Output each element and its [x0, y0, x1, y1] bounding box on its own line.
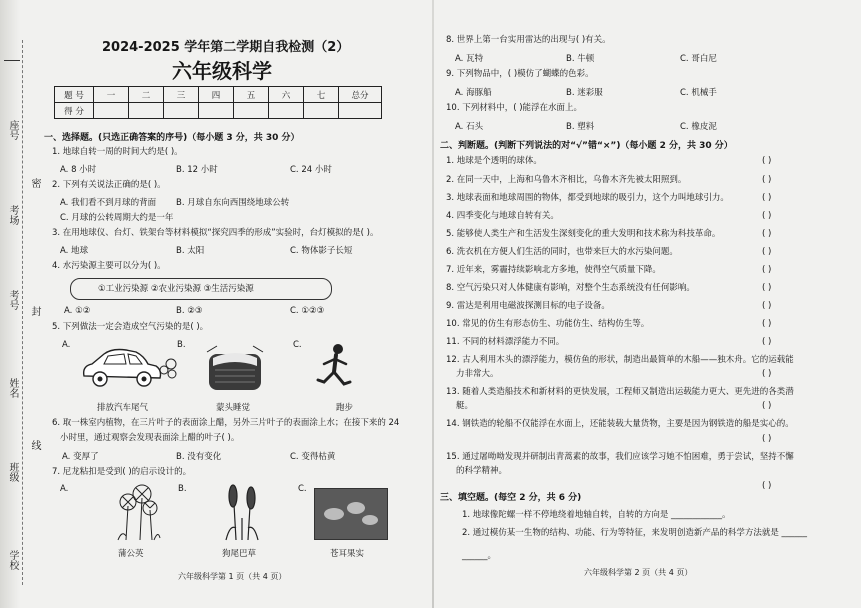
q9-option-a: A. 海豚船 — [455, 88, 492, 98]
class-label: 班级 — [7, 462, 18, 482]
answer-paren[interactable]: ( ) — [762, 337, 772, 347]
answer-paren[interactable]: ( ) — [762, 193, 772, 203]
judge-item: 1. 地球是个透明的球体。 — [446, 156, 542, 166]
question-2: 2. 下列有关说法正确的是( )。 — [52, 180, 166, 190]
fill-item-1: 1. 地球像陀螺一样不停地绕着地轴自转，自转的方向是 ____________。 — [462, 510, 731, 520]
q2-option-a: A. 我们看不到月球的背面 — [60, 198, 157, 208]
question-8: 8. 世界上第一台实用雷达的出现与( )有关。 — [446, 35, 611, 45]
q9-option-b: B. 迷彩服 — [566, 88, 603, 98]
judge-item-15-line2: 的科学精神。 — [456, 466, 508, 476]
q10-option-c: C. 橡皮泥 — [680, 122, 717, 132]
exam-title: 2024-2025 学年第二学期自我检测（2） — [102, 40, 350, 55]
score-table-score-row — [55, 103, 382, 119]
answer-paren[interactable]: ( ) — [762, 265, 772, 275]
answer-paren[interactable]: ( ) — [762, 211, 772, 221]
foxtail-grass-illustration — [216, 484, 268, 542]
score-header-cell: 题 号 — [55, 87, 94, 103]
question-4: 4. 水污染源主要可以分为( )。 — [52, 261, 166, 271]
score-cell[interactable] — [129, 103, 164, 119]
q3-option-c: C. 物体影子长短 — [290, 246, 353, 256]
judge-item-13-line1: 13. 随着人类造船技术和新材料的更快发展，工程师又制造出运载能力更大、更先进的各类潜 — [446, 387, 794, 397]
judge-item: 6. 洗衣机在方便人们生活的同时，也带来巨大的水污染问题。 — [446, 247, 678, 257]
q3-option-b: B. 太阳 — [176, 246, 205, 256]
page1-footer: 六年级科学第 1 页（共 4 页） — [178, 572, 287, 581]
pollution-sources-text: ①工业污染源 ②农业污染源 ③生活污染源 — [98, 284, 254, 294]
score-header-cell: 五 — [234, 87, 269, 103]
q8-option-b: B. 牛顿 — [566, 54, 595, 64]
q1-option-c: C. 24 小时 — [290, 165, 332, 175]
exam-room-label: 考场 — [7, 205, 18, 225]
sleeping-covered-head-illustration — [203, 344, 267, 396]
question-7: 7. 尼龙粘扣是受到( )的启示设计的。 — [52, 467, 192, 477]
q5-caption-b: 蒙头睡觉 — [216, 403, 251, 413]
q1-option-b: B. 12 小时 — [176, 165, 218, 175]
seat-label: 座号 — [7, 120, 18, 140]
judge-item: 10. 常见的仿生有形态仿生、功能仿生、结构仿生等。 — [446, 319, 650, 329]
answer-paren[interactable]: ( ) — [762, 319, 772, 329]
binding-blank — [4, 60, 20, 61]
section2-title: 二、判断题。(判断下列说法的对“√”错“×”)（每小题 2 分，共 30 分） — [440, 141, 733, 151]
score-header-cell: 一 — [94, 87, 129, 103]
q7-caption-a: 蒲公英 — [118, 549, 144, 559]
q8-option-a: A. 瓦特 — [455, 54, 484, 64]
q5-caption-c: 跑步 — [336, 403, 354, 413]
seal-char-mi: 密 — [29, 178, 40, 188]
judge-item-12-line1: 12. 古人利用木头的漂浮能力，模仿鱼的形状，制造出最简单的木船——独木舟。它的运载能 — [446, 355, 794, 365]
answer-paren[interactable]: ( ) — [762, 247, 772, 257]
car-exhaust-illustration — [78, 346, 178, 392]
q7-label-c: C. — [298, 484, 307, 494]
q5-label-b: B. — [177, 340, 186, 350]
section1-title: 一、选择题。(只选正确答案的序号)（每小题 3 分，共 30 分） — [44, 133, 300, 143]
score-table-header-row — [55, 87, 382, 103]
q6-option-b: B. 没有变化 — [176, 452, 222, 462]
question-3: 3. 在用地球仪、台灯、铁架台等材料模拟“探究四季的形成”实验时，台灯模拟的是( )。 — [52, 228, 379, 238]
q4-option-a: A. ①② — [64, 306, 91, 316]
score-header-cell: 七 — [304, 87, 339, 103]
judge-item: 9. 雷达是利用电磁波探测目标的电子设备。 — [446, 301, 610, 311]
q4-option-b: B. ②③ — [176, 306, 203, 316]
question-10: 10. 下列材料中，( )能浮在水面上。 — [446, 103, 583, 113]
score-cell[interactable] — [234, 103, 269, 119]
q5-caption-a: 排放汽车尾气 — [97, 403, 149, 413]
answer-paren[interactable]: ( ) — [762, 229, 772, 239]
school-label: 学校 — [7, 550, 18, 570]
judge-item: 5. 能够使人类生产和生活发生深刻变化的重大发明和技术称为科技革命。 — [446, 229, 721, 239]
answer-paren[interactable]: ( ) — [762, 434, 772, 444]
q3-option-a: A. 地球 — [60, 246, 89, 256]
q5-label-c: C. — [293, 340, 302, 350]
score-header-cell: 二 — [129, 87, 164, 103]
score-header-cell: 六 — [269, 87, 304, 103]
answer-paren[interactable]: ( ) — [762, 481, 772, 491]
judge-item: 2. 在同一天中，上海和乌鲁木齐相比，乌鲁木齐先被太阳照到。 — [446, 175, 687, 185]
q10-option-b: B. 塑料 — [566, 122, 595, 132]
score-header-cell: 总分 — [339, 87, 382, 103]
answer-paren[interactable]: ( ) — [762, 401, 772, 411]
question-5: 5. 下列做法一定会造成空气污染的是( )。 — [52, 322, 209, 332]
judge-item-14: 14. 钢铁造的轮船不仅能浮在水面上，还能装载大量货物，主要是因为钢铁造的船是实心的。 — [446, 419, 794, 429]
score-cell[interactable] — [339, 103, 382, 119]
answer-paren[interactable]: ( ) — [762, 175, 772, 185]
exam-subtitle: 六年级科学 — [172, 59, 272, 83]
fill-item-2-cont: ______。 — [462, 551, 497, 561]
score-header-cell: 四 — [199, 87, 234, 103]
binding-dashed-line — [22, 40, 23, 585]
q7-caption-c: 苍耳果实 — [330, 549, 365, 559]
q7-label-b: B. — [178, 484, 187, 494]
q5-label-a: A. — [62, 340, 71, 350]
page2-footer: 六年级科学第 2 页（共 4 页） — [584, 568, 693, 577]
page-fold — [432, 0, 434, 608]
section3-title: 三、填空题。(每空 2 分，共 6 分) — [440, 493, 582, 503]
judge-item: 8. 空气污染只对人体健康有影响，对整个生态系统没有任何影响。 — [446, 283, 695, 293]
exam-id-label: 考号 — [7, 290, 18, 310]
question-6-line2: 小时里，通过观察会发现表面涂上醋的叶子( )。 — [60, 433, 240, 443]
q10-option-a: A. 石头 — [455, 122, 484, 132]
judge-item: 4. 四季变化与地球自转有关。 — [446, 211, 559, 221]
score-cell[interactable] — [269, 103, 304, 119]
question-6-line1: 6. 取一株室内植物，在三片叶子的表面涂上醋，另外三片叶子的表面涂上水；在接下来的 24 — [52, 418, 400, 428]
q6-option-a: A. 变厚了 — [62, 452, 99, 462]
fill-item-2: 2. 通过模仿某一生物的结构、功能、行为等特征，来发明创造新产品的科学方法就是 ______ — [462, 528, 808, 538]
cocklebur-burrs — [314, 488, 386, 538]
judge-item: 7. 近年来，雾霾持续影响北方多地，使得空气质量下降。 — [446, 265, 661, 275]
q2-option-c: C. 月球的公转周期大约是一年 — [60, 213, 174, 223]
answer-paren[interactable]: ( ) — [762, 369, 772, 379]
q8-option-c: C. 哥白尼 — [680, 54, 717, 64]
q7-label-a: A. — [60, 484, 69, 494]
q6-option-c: C. 变得枯黄 — [290, 452, 336, 462]
score-cell[interactable] — [94, 103, 129, 119]
score-row-label: 得 分 — [55, 103, 94, 119]
student-name-label: 姓名 — [7, 378, 18, 398]
q7-caption-b: 狗尾巴草 — [222, 549, 257, 559]
answer-paren[interactable]: ( ) — [762, 301, 772, 311]
score-cell[interactable] — [199, 103, 234, 119]
q1-option-a: A. 8 小时 — [60, 165, 97, 175]
score-cell[interactable] — [304, 103, 339, 119]
question-9: 9. 下列物品中，( )模仿了蝴蝶的色彩。 — [446, 69, 594, 79]
judge-item: 3. 地球表面和地球周围的物体，都受到地球的吸引力，这个力叫地球引力。 — [446, 193, 729, 203]
judge-item-13-line2: 艇。 — [456, 401, 474, 411]
score-cell[interactable] — [164, 103, 199, 119]
seal-char-xian: 线 — [29, 440, 40, 450]
q9-option-c: C. 机械手 — [680, 88, 717, 98]
judge-item-15-line1: 15. 通过屠呦呦发现并研制出青蒿素的故事，我们应该学习她不怕困难，勇于尝试，坚持不懈 — [446, 452, 794, 462]
score-header-cell: 三 — [164, 87, 199, 103]
answer-paren[interactable]: ( ) — [762, 156, 772, 166]
dandelion-illustration — [110, 482, 166, 542]
running-person-illustration — [314, 342, 358, 394]
judge-item-12-line2: 力非常大。 — [456, 369, 499, 379]
seal-char-feng: 封 — [29, 306, 40, 316]
question-1: 1. 地球自转一周的时间大约是( )。 — [52, 147, 183, 157]
answer-paren[interactable]: ( ) — [762, 283, 772, 293]
q2-option-b: B. 月球自东向西围绕地球公转 — [176, 198, 290, 208]
q4-option-c: C. ①②③ — [290, 306, 325, 316]
score-table — [54, 86, 382, 119]
judge-item: 11. 不同的材料漂浮能力不同。 — [446, 337, 565, 347]
